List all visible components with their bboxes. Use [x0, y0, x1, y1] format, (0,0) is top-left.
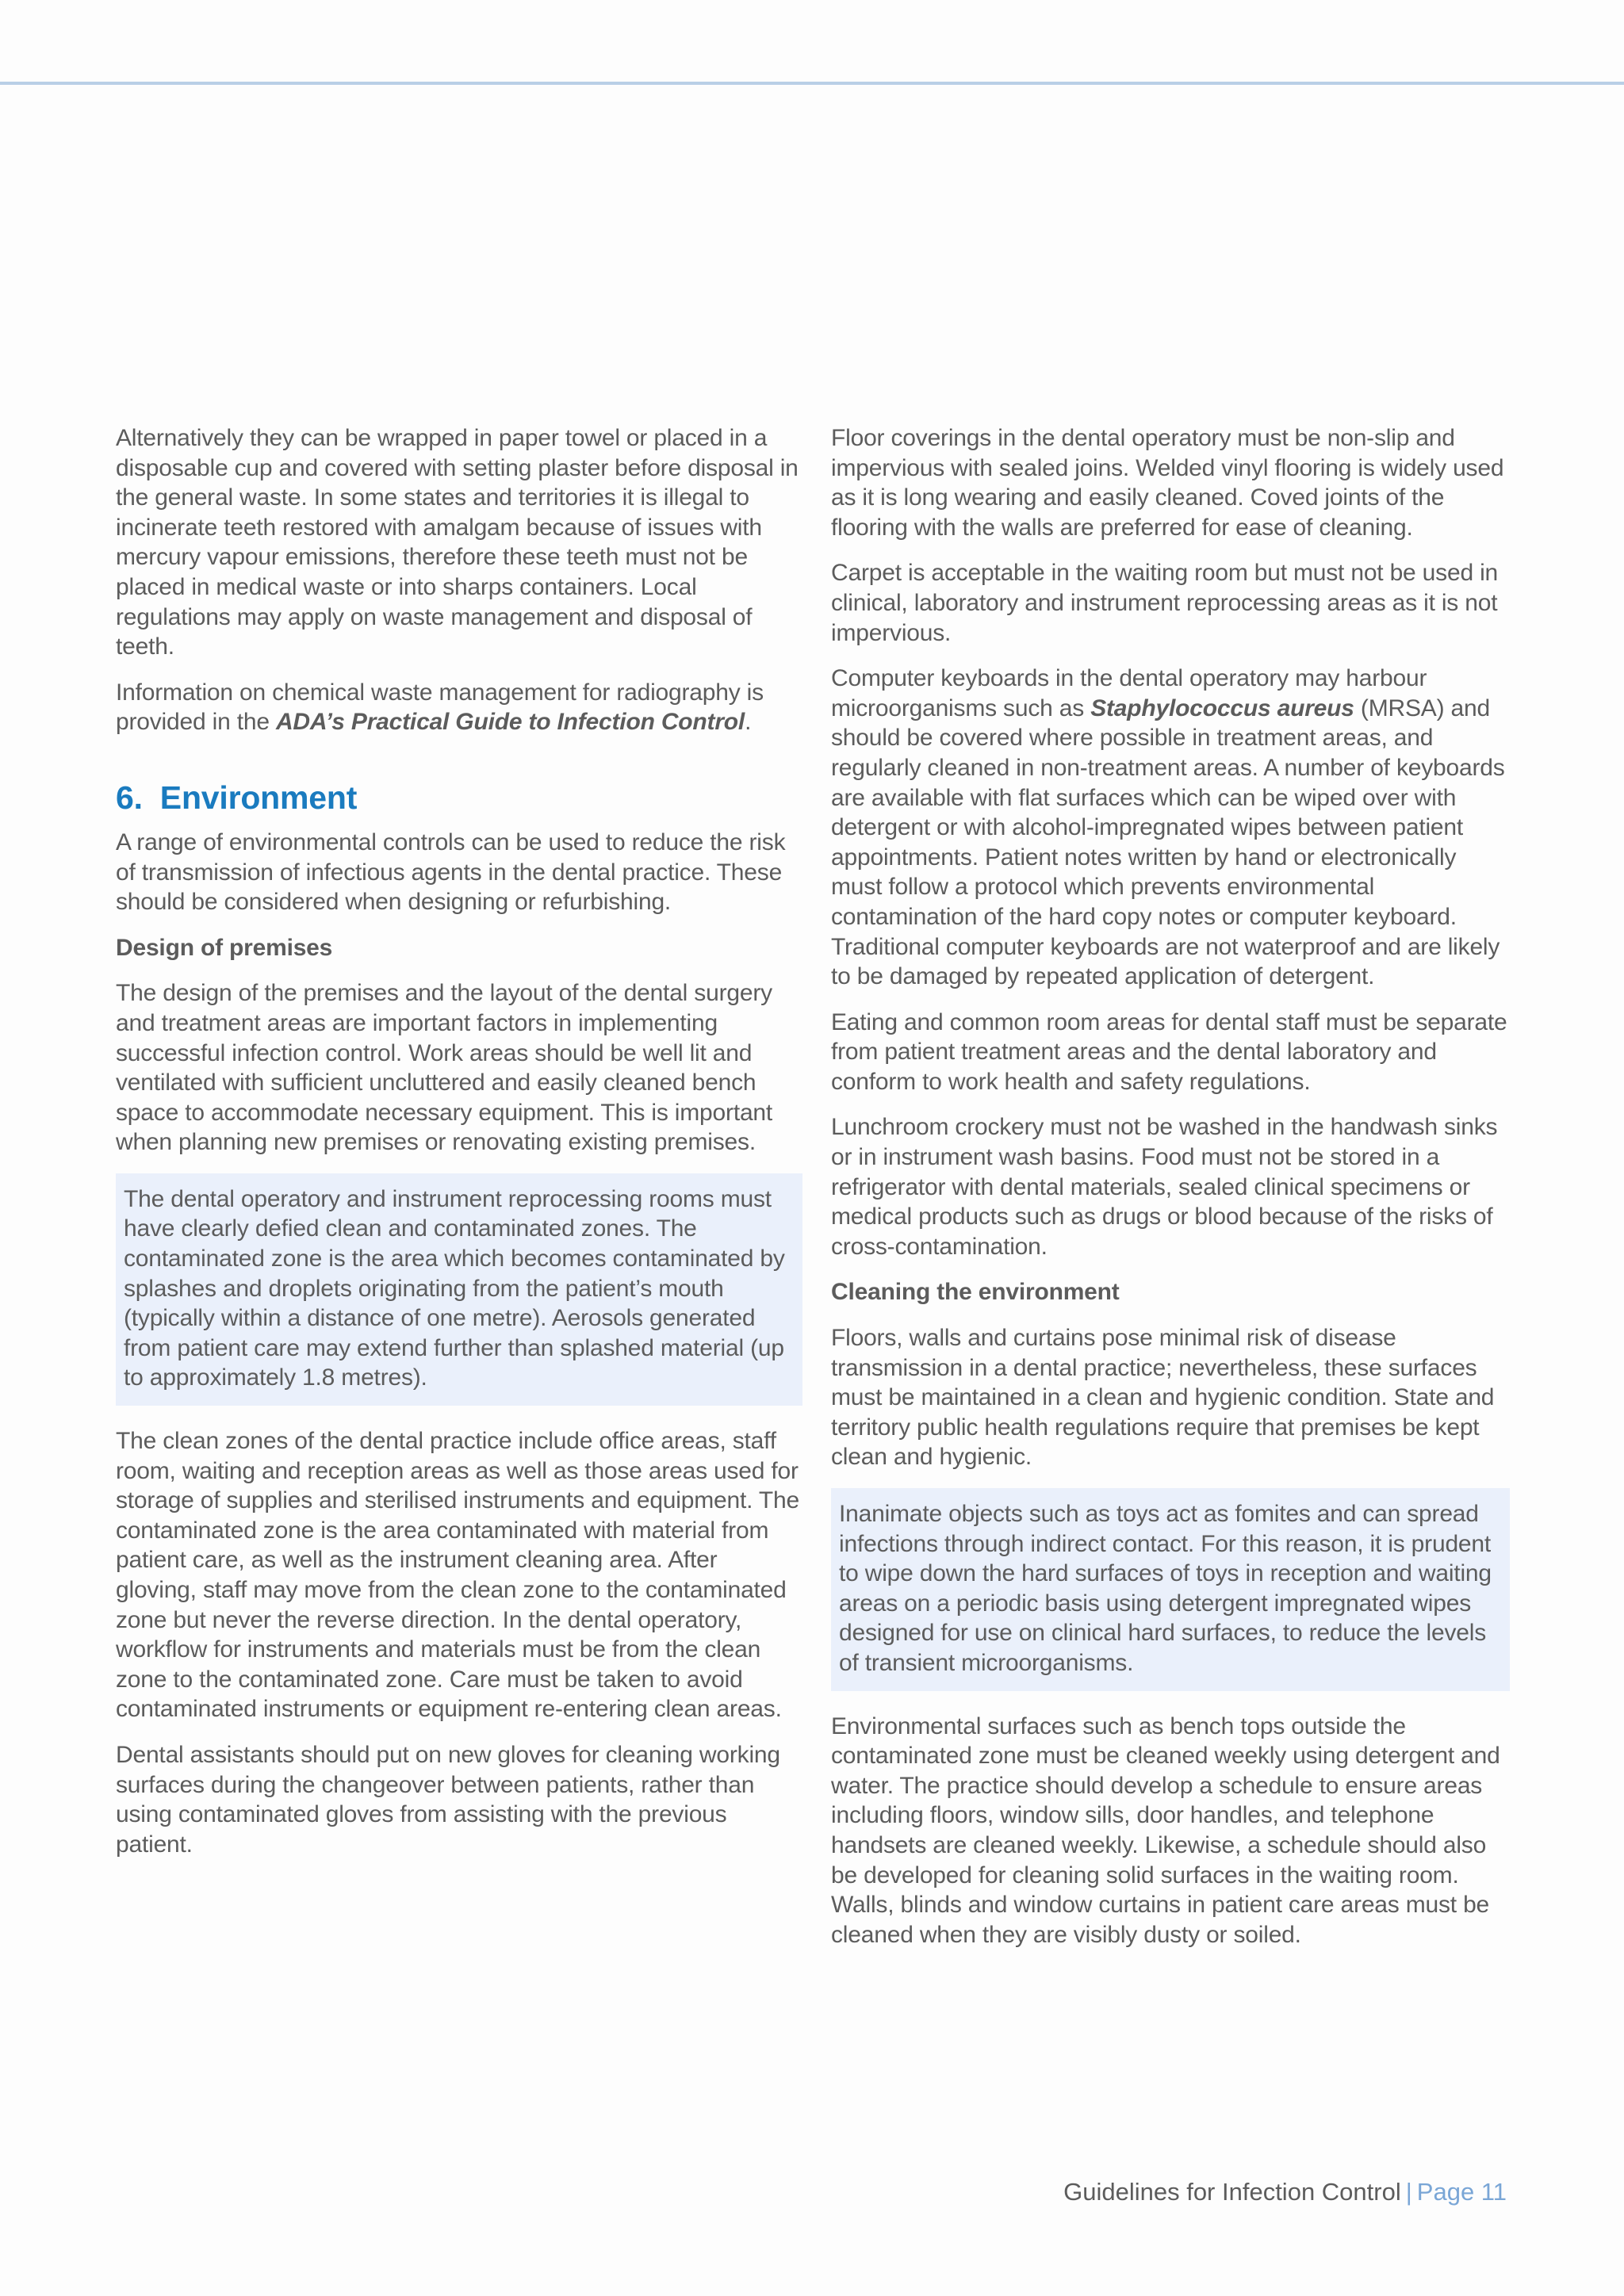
subheading-design-of-premises: Design of premises — [116, 934, 333, 961]
paragraph-text: (MRSA) and should be covered where possible in treatment areas, and regularly cleaned in non-treatment areas. A number of keyboards are available with flat surfaces which can be wiped over with detergent or with alcohol-impregnated wipes between patient appointments. Patient notes written by hand or electronically must follow a protocol which prevents environmental contamination of the hard copy notes or computer keyboard. Traditional computer keyboards are not waterproof and are likely to be damaged by repeated application of detergent. — [831, 695, 1505, 990]
section-title: Environment — [159, 779, 358, 816]
subheading-cleaning-environment: Cleaning the environment — [831, 1279, 1120, 1306]
page-footer — [1063, 2176, 1507, 2208]
callout-box-zones — [116, 1173, 802, 1406]
paragraph-text: Computer keyboards in the dental operatory may harbour microorganisms such as — [831, 665, 1427, 721]
paragraph-lunchroom: Lunchroom crockery must not be washed in the handwash sinks or in instrument wash basins. Food must not be stored in a refrigerator with dental materials, sealed clinical specimens or medical products such as drugs or blood because of the risks of cross-contamination. — [831, 1114, 1498, 1260]
page-number: Page 11 — [1416, 2178, 1507, 2206]
paragraph-carpet: Carpet is acceptable in the waiting room but must not be used in clinical, laboratory and instrument reprocessing areas as it is not impervious. — [831, 560, 1499, 646]
right-column — [831, 423, 1510, 1965]
paragraph-keyboards — [831, 664, 1510, 992]
left-column — [116, 423, 802, 1875]
paragraph-design: The design of the premises and the layout of the dental surgery and treatment areas are important factors in implementing successful infection control. Work areas should be well lit and ventilated with sufficient uncluttered and easily cleaned bench space to accommodate necessary equipment. This is important when planning new premises or renovating existing premises. — [116, 980, 773, 1156]
guide-reference: ADA’s Practical Guide to Infection Control — [275, 709, 745, 736]
footer-separator: | — [1405, 2178, 1412, 2206]
callout-box-fomites — [831, 1488, 1510, 1691]
paragraph-teeth-disposal: Alternatively they can be wrapped in paper towel or placed in a disposable cup and covered with setting plaster before disposal in the general waste. In some states and territories it is illegal to incinerate teeth restored with amalgam because of issues with mercury vapour emissions, therefore these teeth must not be placed in medical waste or into sharps containers. Local regulations may apply on waste management and disposal of teeth. — [116, 425, 799, 660]
paragraph-clean-zones: The clean zones of the dental practice include office areas, staff room, waiting and reception areas as well as those areas used for storage of supplies and sterilised instruments and equipment. The contaminated zone is the area contaminated with material from patient care, as well as the instrument cleaning area. After gloving, staff may move from the clean zone to the contaminated zone but never the reverse direction. In the dental operatory, workflow for instruments and materials must be from the clean zone to the contaminated zone. Care must be taken to avoid contaminated instruments or equipment re-entering clean areas. — [116, 1428, 799, 1723]
paragraph-chemical-waste — [116, 678, 802, 737]
paragraph-floors-walls: Floors, walls and curtains pose minimal risk of disease transmission in a dental practice; nevertheless, these surfaces must be maintained in a clean and hygienic condition. State and territory public health regulations require that premises be kept clean and hygienic. — [831, 1325, 1495, 1471]
callout-text: Inanimate objects such as toys act as fomites and can spread infections through indirect contact. For this reason, it is prudent to wipe down the hard surfaces of toys in reception and waiting areas on a periodic basis using detergent impregnated wipes designed for use on clinical hard surfaces, to reduce the levels of transient microorganisms. — [839, 1501, 1492, 1676]
paragraph-floor-coverings: Floor coverings in the dental operatory must be non-slip and impervious with sealed joins. Welded vinyl flooring is widely used as it is long wearing and easily cleaned. Coved joints of the flooring with the walls are preferred for ease of cleaning. — [831, 425, 1504, 541]
paragraph-environmental-surfaces: Environmental surfaces such as bench tops outside the contaminated zone must be cleaned weekly using detergent and water. The practice should develop a schedule to ensure areas including floors, window sills, door handles, and telephone handsets are cleaned weekly. Likewise, a schedule should also be developed for cleaning solid surfaces in the waiting room. Walls, blinds and window curtains in patient care areas must be cleaned when they are visibly dusty or soiled. — [831, 1712, 1500, 1948]
callout-text: The dental operatory and instrument reprocessing rooms must have clearly defied clean and contaminated zones. The contaminated zone is the area which becomes contaminated by splashes and droplets originating from the patient’s mouth (typically within a distance of one metre). Aerosols generated from patient care may extend further than splashed material (up to approximately 1.8 metres). — [124, 1185, 785, 1391]
header-rule — [0, 82, 1624, 85]
section-heading — [116, 779, 802, 817]
paragraph-environmental-controls: A range of environmental controls can be used to reduce the risk of transmission of infectious agents in the dental practice. These should be considered when designing or refurbishing. — [116, 828, 786, 916]
paragraph-text: Information on chemical waste management for radiography is provided in the — [116, 679, 764, 736]
organism-name: Staphylococcus aureus — [1090, 695, 1354, 721]
paragraph-end: . — [745, 709, 752, 736]
footer-title: Guidelines for Infection Control — [1063, 2178, 1401, 2206]
section-number: 6. — [116, 779, 143, 816]
paragraph-eating-areas: Eating and common room areas for dental staff must be separate from patient treatment areas and the dental laboratory and conform to work health and safety regulations. — [831, 1008, 1507, 1095]
paragraph-gloves: Dental assistants should put on new gloves for cleaning working surfaces during the changeover between patients, rather than using contaminated gloves from assisting with the previous patient. — [116, 1741, 780, 1858]
